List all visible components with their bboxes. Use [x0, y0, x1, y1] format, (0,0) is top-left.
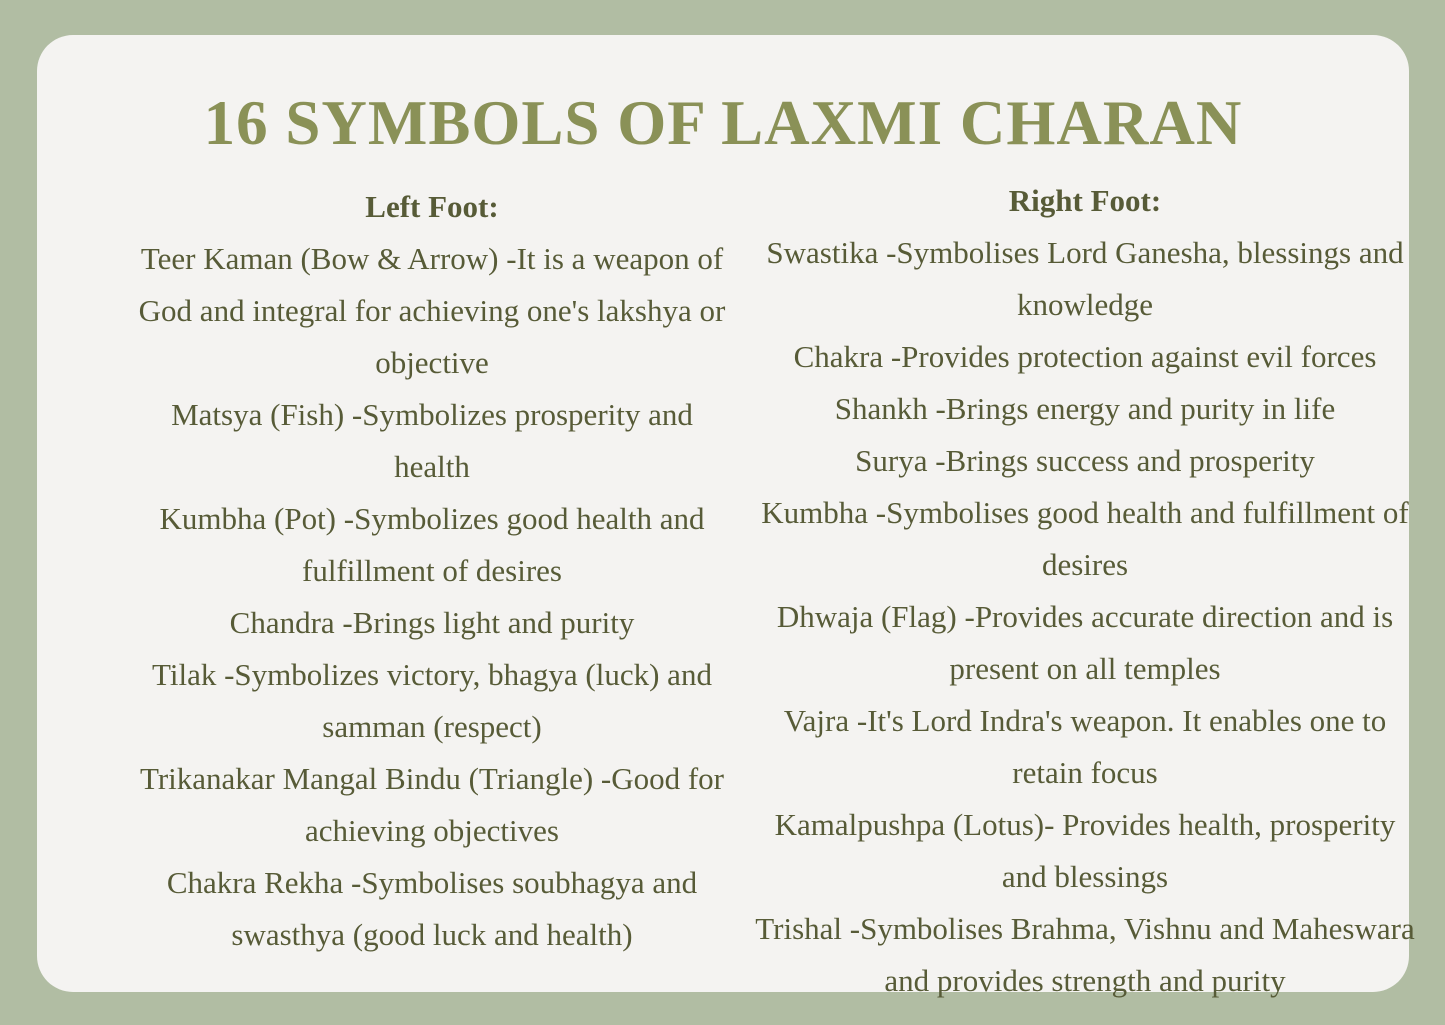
right-item-trishal: Trishal -Symbolises Brahma, Vishnu and Maheswara and provides strength and purity [755, 911, 1415, 998]
left-item-chakra-rekha: Chakra Rekha -Symbolises soubhagya and swasthya (good luck and health) [166, 865, 698, 952]
left-item-kumbha: Kumbha (Pot) -Symbolizes good health and fulfillment of desires [159, 501, 705, 588]
right-item-shankh: Shankh -Brings energy and purity in life [834, 391, 1336, 426]
right-item-dhwaja: Dhwaja (Flag) -Provides accurate direction and is present on all temples [776, 599, 1394, 686]
left-item-tilak: Tilak -Symbolizes victory, bhagya (luck) and samman (respect) [152, 657, 712, 744]
left-foot-heading: Left Foot: [365, 189, 499, 224]
info-card [37, 35, 1415, 998]
left-item-chandra: Chandra -Brings light and purity [229, 605, 635, 640]
right-item-kamalpushpa: Kamalpushpa (Lotus)- Provides health, prosperity and blessings [774, 807, 1396, 894]
right-foot-heading: Right Foot: [1008, 183, 1162, 218]
right-item-surya: Surya -Brings success and prosperity [855, 443, 1315, 478]
right-item-kumbha: Kumbha -Symbolises good health and fulfillment of desires [761, 495, 1409, 582]
right-item-vajra: Vajra -It's Lord Indra's weapon. It enables one to retain focus [783, 703, 1387, 790]
right-item-chakra: Chakra -Provides protection against evil forces [793, 339, 1377, 374]
right-foot-column [755, 175, 1415, 1007]
left-item-matsya: Matsya (Fish) -Symbolizes prosperity and health [171, 397, 693, 484]
right-item-swastika: Swastika -Symbolises Lord Ganesha, blessings and knowledge [766, 235, 1404, 322]
left-item-teer-kaman: Teer Kaman (Bow & Arrow) -It is a weapon of God and integral for achieving one's lakshya or objective [138, 241, 726, 380]
left-item-trikanakar: Trikanakar Mangal Bindu (Triangle) -Good for achieving objectives [139, 761, 725, 848]
page-title: 16 SYMBOLS OF LAXMI CHARAN [203, 88, 1243, 158]
left-foot-column [137, 181, 727, 961]
